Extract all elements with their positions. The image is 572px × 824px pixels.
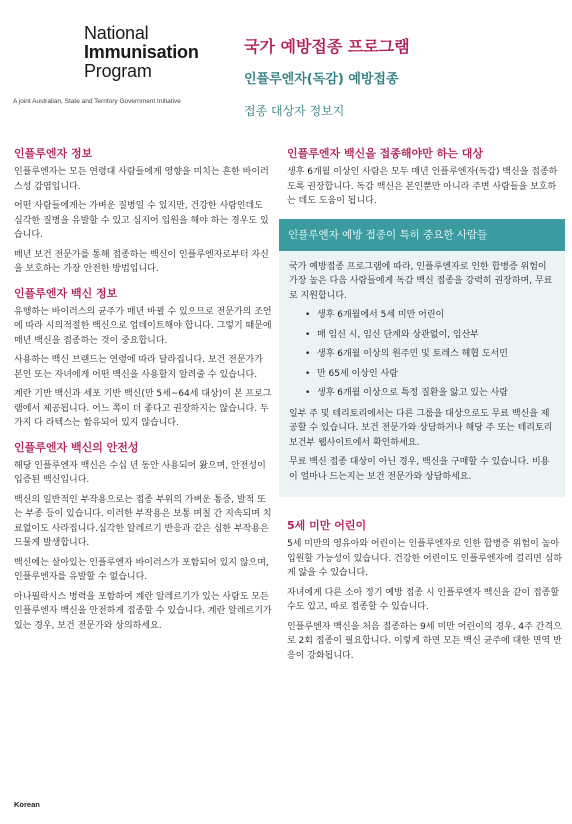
list-item [305, 347, 555, 362]
paragraph: 무료 백신 접종 대상이 아닌 경우, 백신을 구매할 수 있습니다. 비용이 얼마나 드는지는 보건 전문가와 상담하세요. [289, 457, 550, 482]
list-item [305, 367, 555, 382]
paragraph: 일부 주 및 테리토리에서는 다른 그룹을 대상으로도 무료 백신을 제공할 수 있습니다. 보건 전문가와 상담하거나 해당 주 또는 테리토리 보건부 웹사이트에서 확인하세요. [289, 408, 553, 448]
paragraph: 해당 인플루엔자 백신은 수십 년 동안 사용되어 왔으며, 안전성이 입증된 백신입니다. [14, 460, 266, 485]
bullet-icon: • [305, 349, 311, 359]
section-who-should-vaccinate [287, 147, 563, 209]
nip-logo [84, 24, 199, 81]
list-item [305, 386, 555, 401]
list-item-text: 생후 6개월 이상으로 특정 질환을 앓고 있는 사람 [317, 388, 508, 398]
paragraph: 자녀에게 다른 소아 정기 예방 접종 시 인플루엔자 백신을 같이 접종할 수도 있고, 따로 접종할 수 있습니다. [287, 587, 560, 612]
page-subtitle-secondary: 접종 대상자 정보지 [244, 104, 345, 118]
paragraph: 백신의 일반적인 부작용으로는 접종 부위의 가벼운 통증, 발적 또는 부종 등이 있습니다. 이러한 부작용은 보통 며칠 간 지속되며 치료없이도 사라집니다.심각한 알레르기 반응과 같은 심한 부작용은 드물게 발생합니다. [14, 494, 272, 548]
right-column [287, 147, 563, 673]
language-label: Korean [14, 800, 40, 809]
paragraph: 아나필락시스 병력을 포함하여 계란 알레르기가 있는 사람도 모든 인플루엔자 백신을 안전하게 접종할 수 있습니다. 계란 알레르기가 있는 경우, 보건 전문가와 상의하세요. [14, 591, 272, 631]
section-heading: 인플루엔자 정보 [14, 147, 93, 160]
priority-groups-box [279, 219, 565, 498]
paragraph: 생후 6개월 이상인 사람은 모두 매년 인플루엔자(독감) 백신을 접종하도록 권장합니다. 독감 백신은 본인뿐만 아니라 주변 사람들을 보호하는 데도 도움이 됩니다. [287, 167, 558, 206]
logo-line-national: National [84, 23, 149, 43]
section-about-influenza [14, 147, 274, 277]
section-heading: 인플루엔자 백신 정보 [14, 286, 118, 300]
section-children-under-five [287, 519, 563, 663]
list-item-text: 매 임신 시, 임신 단계와 상관없이, 임산부 [317, 329, 479, 340]
logo-tagline: A joint Australian, State and Territory Government Initiative [13, 98, 181, 105]
paragraph: 백신에는 살아있는 인플루엔자 바이러스가 포함되어 있지 않으며, 인플루엔자를 유발할 수 없습니다. [14, 557, 269, 582]
paragraph: 어떤 사람들에게는 가벼운 질병일 수 있지만, 건강한 사람인데도 심각한 질병을 유발할 수 있고 심지어 입원을 해야 하는 경우도 있습니다. [14, 201, 269, 240]
box-body [279, 260, 565, 485]
paragraph: 인플루엔자 백신을 처음 접종하는 9세 미만 어린이의 경우, 4주 간격으로 2회 접종이 필요합니다. 이렇게 하면 모든 백신 균주에 대한 면역 반응이 강화됩니다. [287, 621, 562, 661]
section-about-vaccine [14, 287, 274, 431]
paragraph: 계란 기반 백신과 세포 기반 백신(만 5세~64세 대상)이 본 프로그램에서 제공됩니다. 어느 쪽이 더 좋다고 권장하지는 않습니다. 두 가지 다 라텍스는 함유되어 있지 않습니다. [14, 389, 272, 428]
logo-line-program: Program [84, 61, 152, 81]
left-column [14, 147, 274, 643]
list-item-text: 생후 6개월에서 5세 미만 어린이 [317, 310, 445, 320]
paragraph: 인플루엔자는 모든 연령대 사람들에게 영향을 미치는 흔한 바이러스성 감염입니다. [14, 167, 269, 192]
paragraph: 유행하는 바이러스의 균주가 매년 바뀔 수 있으므로 전문가의 조언에 따라 시의적절한 백신으로 업데이트해야 합니다. 그렇기 때문에 매년 백신을 접종하는 것이 중요합니다. [14, 306, 272, 346]
box-heading: 인플루엔자 예방 접종이 특히 중요한 사람들 [279, 219, 565, 251]
bullet-icon: • [305, 388, 311, 398]
logo-line-immunisation: Immunisation [84, 42, 199, 62]
page-subtitle: 인플루엔자(독감) 예방접종 [244, 72, 399, 87]
list-item [305, 308, 555, 323]
priority-groups-list [289, 308, 555, 401]
section-heading: 인플루엔자 백신을 접종해야만 하는 대상 [287, 147, 483, 160]
paragraph: 5세 미만의 영유아와 어린이는 인플루엔자로 인한 합병증 위험이 높아 입원할 가능성이 있습니다. 건강한 어린이도 인플루엔자에 걸리면 심하게 앓을 수 있습니다. [287, 539, 563, 578]
bullet-icon: • [305, 310, 311, 320]
section-vaccine-safety [14, 441, 274, 634]
list-item-text: 만 65세 이상인 사람 [317, 368, 398, 379]
paragraph: 매년 보건 전문가를 통해 접종하는 백신이 인플루엔자로부터 자신을 보호하는 가장 안전한 방법입니다. [14, 249, 269, 274]
list-item-text: 생후 6개월 이상의 원주민 및 토레스 해협 도서민 [317, 349, 508, 359]
page-title: 국가 예방접종 프로그램 [244, 37, 410, 56]
paragraph: 국가 예방접종 프로그램에 따라, 인플루엔자로 인한 합병증 위험이 가장 높은 다음 사람들에게 독감 백신 접종을 강력히 권장하며, 무료로 지원합니다. [289, 261, 553, 301]
bullet-icon: • [305, 368, 311, 379]
section-heading: 5세 미만 어린이 [287, 519, 367, 532]
header-titles [244, 34, 410, 118]
list-item [305, 328, 555, 343]
section-heading: 인플루엔자 백신의 안전성 [14, 440, 139, 454]
bullet-icon: • [305, 329, 311, 340]
paragraph: 사용하는 백신 브랜드는 연령에 따라 달라집니다. 보건 전문가가 본인 또는 자녀에게 어떤 백신을 사용할지 알려줄 수 있습니다. [14, 355, 263, 380]
